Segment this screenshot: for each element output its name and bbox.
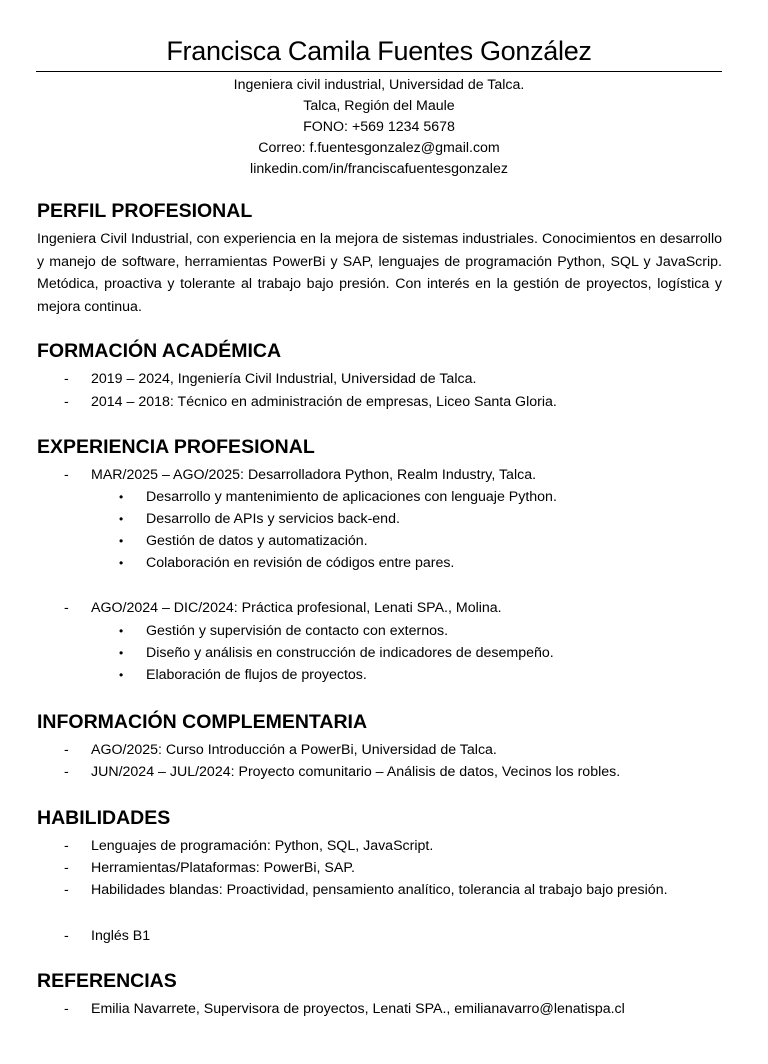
contact-block bbox=[36, 75, 722, 180]
dash-marker: - bbox=[64, 882, 69, 898]
bullet-marker: • bbox=[119, 490, 124, 504]
contact-phone: FONO: +569 1234 5678 bbox=[303, 119, 455, 135]
dash-marker: - bbox=[64, 860, 69, 876]
dash-marker: - bbox=[64, 467, 69, 483]
dash-marker: - bbox=[64, 1001, 69, 1017]
job-bullet-text: Desarrollo de APIs y servicios back-end. bbox=[146, 511, 400, 527]
complementaria-item-text: JUN/2024 – JUL/2024: Proyecto comunitario – Análisis de datos, Vecinos los robles. bbox=[91, 764, 621, 780]
candidate-name: Francisca Camila Fuentes González bbox=[166, 36, 592, 66]
habilidad-item-text: Inglés B1 bbox=[91, 928, 151, 944]
bullet-marker: • bbox=[119, 556, 124, 570]
section-title-perfil: PERFIL PROFESIONAL bbox=[37, 200, 253, 222]
formacion-item-text: 2014 – 2018: Técnico en administración de empresas, Liceo Santa Gloria. bbox=[91, 394, 557, 410]
job-bullet-text: Colaboración en revisión de códigos entre pares. bbox=[146, 555, 455, 571]
section-title-referencias: REFERENCIAS bbox=[37, 970, 177, 992]
name-divider bbox=[36, 71, 722, 72]
dash-marker: - bbox=[64, 371, 69, 387]
formacion-item-text: 2019 – 2024, Ingeniería Civil Industrial, Universidad de Talca. bbox=[91, 371, 477, 387]
section-title-formacion: FORMACIÓN ACADÉMICA bbox=[37, 340, 282, 362]
section-title-habilidades: HABILIDADES bbox=[37, 807, 171, 829]
contact-degree: Ingeniera civil industrial, Universidad de Talca. bbox=[233, 77, 525, 93]
dash-marker: - bbox=[64, 742, 69, 758]
job-heading-text: MAR/2025 – AGO/2025: Desarrolladora Python, Realm Industry, Talca. bbox=[91, 467, 537, 483]
job-bullet-text: Desarrollo y mantenimiento de aplicaciones con lenguaje Python. bbox=[146, 489, 557, 505]
habilidad-item-text: Habilidades blandas: Proactividad, pensamiento analítico, tolerancia al trabajo bajo presión. bbox=[91, 882, 668, 898]
bullet-marker: • bbox=[119, 646, 124, 660]
job-bullet-text: Gestión de datos y automatización. bbox=[146, 533, 368, 549]
job-bullet-text: Diseño y análisis en construcción de indicadores de desempeño. bbox=[146, 645, 554, 661]
job-bullet-text: Gestión y supervisión de contacto con externos. bbox=[146, 623, 449, 639]
section-title-complementaria: INFORMACIÓN COMPLEMENTARIA bbox=[37, 711, 368, 733]
job-bullet-text: Elaboración de flujos de proyectos. bbox=[146, 667, 367, 683]
dash-marker: - bbox=[64, 764, 69, 780]
contact-location: Talca, Región del Maule bbox=[303, 98, 455, 114]
complementaria-item-text: AGO/2025: Curso Introducción a PowerBi, Universidad de Talca. bbox=[91, 742, 497, 758]
job-heading-text: AGO/2024 – DIC/2024: Práctica profesional, Lenati SPA., Molina. bbox=[91, 600, 502, 616]
dash-marker: - bbox=[64, 600, 69, 616]
bullet-marker: • bbox=[119, 624, 124, 638]
habilidad-item-text: Herramientas/Plataformas: PowerBi, SAP. bbox=[91, 860, 355, 876]
contact-linkedin: linkedin.com/in/franciscafuentesgonzalez bbox=[250, 161, 508, 177]
contact-email: Correo: f.fuentesgonzalez@gmail.com bbox=[258, 140, 500, 156]
bullet-marker: • bbox=[119, 534, 124, 548]
dash-marker: - bbox=[64, 928, 69, 944]
bullet-marker: • bbox=[119, 512, 124, 526]
dash-marker: - bbox=[64, 394, 69, 410]
habilidad-item-text: Lenguajes de programación: Python, SQL, JavaScript. bbox=[91, 838, 434, 854]
referencia-item-text: Emilia Navarrete, Supervisora de proyectos, Lenati SPA., emilianavarro@lenatispa.cl bbox=[91, 1001, 625, 1017]
bullet-marker: • bbox=[119, 668, 124, 682]
dash-marker: - bbox=[64, 838, 69, 854]
section-title-experiencia: EXPERIENCIA PROFESIONAL bbox=[37, 436, 315, 458]
perfil-text: Ingeniera Civil Industrial, con experiencia en la mejora de sistemas industriales. Conocimientos en desarrollo y manejo de software, herramientas PowerBi y SAP, lenguajes de programación Python, SQL y JavaScrip. Metódica, proactiva y tolerante al trabajo bajo presión. Con interés en la gestión de proyectos, logística y mejora continua. bbox=[37, 231, 722, 315]
